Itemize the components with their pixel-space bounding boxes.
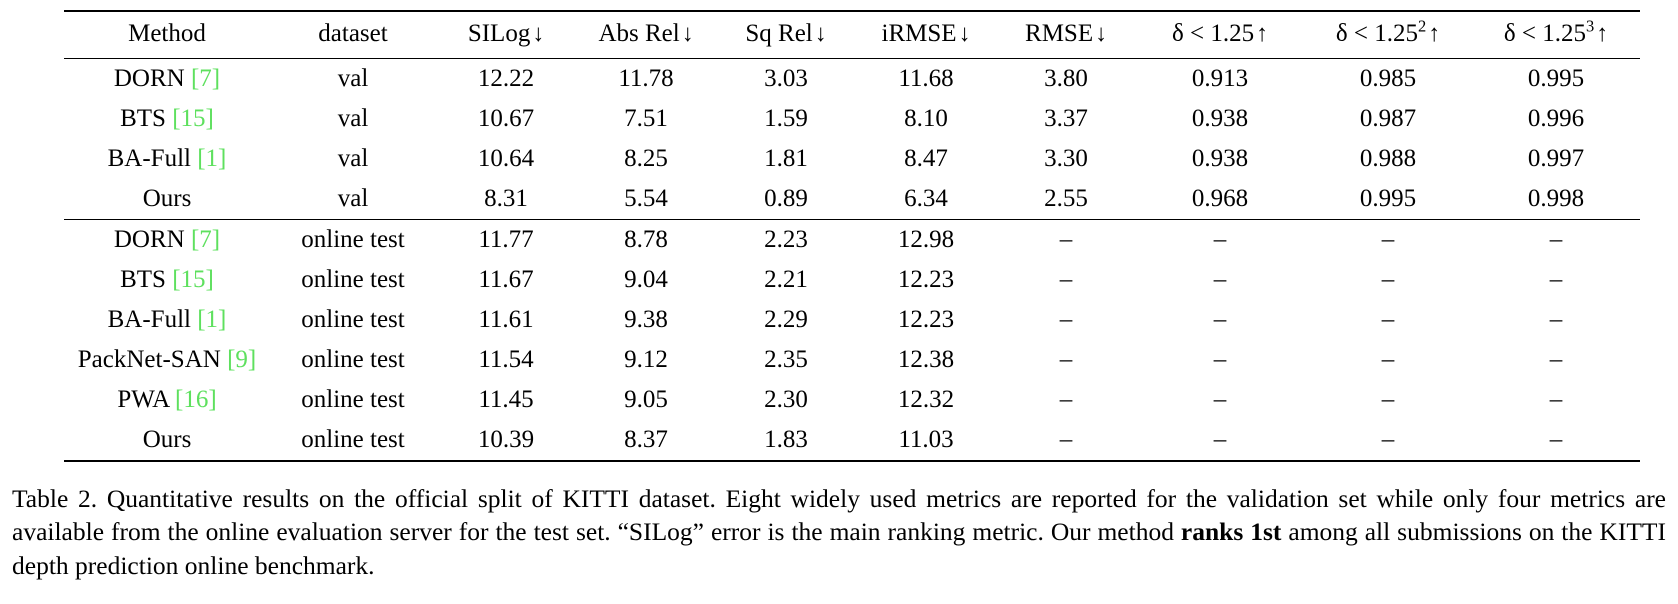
cell-silog: 8.31 <box>484 184 528 212</box>
col-header-delta1: δ < 1.25↑ <box>1136 11 1304 58</box>
cell-delta1: 0.913 <box>1136 58 1304 99</box>
cell-sqrel: 2.30 <box>764 385 808 413</box>
cell-irmse: 12.32 <box>897 385 955 413</box>
col-header-delta3: $\delta < 1.25^3↑$ <box>1472 11 1640 58</box>
cell-silog: 11.45 <box>478 385 534 413</box>
col-header-dataset <box>270 11 436 58</box>
cell-sqrel: 2.21 <box>764 265 808 293</box>
cell-rmse: – <box>1059 305 1073 333</box>
col-header-absrel: Abs Rel↓ <box>576 11 716 58</box>
down-arrow-icon: ↓ <box>532 21 545 47</box>
cell-rmse: – <box>1059 425 1073 453</box>
cell-irmse: 11.68 <box>856 58 996 99</box>
cell-delta3: – <box>1549 305 1563 333</box>
table-row <box>64 300 1640 340</box>
cell-delta2: – <box>1381 305 1395 333</box>
cell-rmse: 3.80 <box>996 58 1136 99</box>
cell-absrel: 8.25 <box>624 144 668 172</box>
cell-dataset: online test <box>301 345 405 373</box>
cell-delta3: 0.995 <box>1472 58 1640 99</box>
citation-link[interactable]: [15] <box>172 104 214 132</box>
cell-dataset: online test <box>270 219 436 260</box>
citation-link[interactable]: [1] <box>197 305 227 333</box>
cell-absrel: 8.37 <box>624 425 668 453</box>
cell-dataset: val <box>337 104 369 132</box>
table-bottom-rule <box>64 461 1640 462</box>
cell-silog: 11.77 <box>436 219 576 260</box>
cell-absrel: 9.04 <box>624 265 668 293</box>
cell-method: BTS [15] <box>120 265 214 293</box>
cell-dataset: val <box>337 184 369 212</box>
cell-delta3: 0.998 <box>1527 184 1585 212</box>
citation-link[interactable]: [16] <box>175 385 217 413</box>
cell-irmse: 12.98 <box>856 219 996 260</box>
cell-method: DORN [7] <box>64 219 270 260</box>
cell-silog: 10.39 <box>477 425 535 453</box>
table-row <box>64 99 1640 139</box>
cell-rmse: 2.55 <box>1044 184 1088 212</box>
up-arrow-icon: ↑ <box>1596 21 1609 47</box>
cell-delta2: – <box>1381 345 1395 373</box>
cell-delta2: 0.987 <box>1359 104 1417 132</box>
cell-method: DORN [7] <box>64 58 270 99</box>
cell-rmse: – <box>1059 385 1073 413</box>
cell-absrel: 9.12 <box>624 345 668 373</box>
cell-silog: 12.22 <box>436 58 576 99</box>
cell-delta2: – <box>1381 265 1395 293</box>
cell-delta3: – <box>1549 385 1563 413</box>
cell-sqrel: 0.89 <box>764 184 808 212</box>
cell-method: Ours <box>142 184 192 212</box>
col-header-method <box>64 11 270 58</box>
cell-absrel: 9.38 <box>624 305 668 333</box>
table-row-highlight <box>64 179 1640 220</box>
cell-rmse: 3.30 <box>1044 144 1088 172</box>
cell-delta2: 0.988 <box>1359 144 1417 172</box>
table-row <box>64 380 1640 420</box>
table-row <box>64 340 1640 380</box>
cell-method: BTS [15] <box>120 104 214 132</box>
cell-sqrel: 1.83 <box>764 425 808 453</box>
cell-delta3: – <box>1549 425 1563 453</box>
cell-irmse: 6.34 <box>904 184 948 212</box>
cell-delta3: – <box>1472 219 1640 260</box>
citation-link[interactable]: [7] <box>190 225 221 253</box>
cell-silog: 10.64 <box>477 144 535 172</box>
cell-delta2: 0.995 <box>1359 184 1417 212</box>
cell-delta2: – <box>1304 219 1472 260</box>
cell-sqrel: 3.03 <box>716 58 856 99</box>
caption-emphasis: ranks 1st <box>1180 517 1282 547</box>
col-header-dataset-label: dataset <box>318 20 388 48</box>
table-row <box>64 58 1640 99</box>
cell-dataset: online test <box>301 305 405 333</box>
cell-rmse: – <box>996 219 1136 260</box>
cell-silog: 11.61 <box>478 305 534 333</box>
cell-method: BA-Full [1] <box>107 144 227 172</box>
cell-delta3: 0.996 <box>1527 104 1585 132</box>
cell-delta1: – <box>1213 385 1227 413</box>
col-header-method-label: Method <box>128 20 206 48</box>
cell-sqrel: 1.81 <box>764 144 808 172</box>
col-header-silog: SILog↓ <box>436 11 576 58</box>
cell-dataset: online test <box>301 385 405 413</box>
results-table <box>64 10 1640 462</box>
cell-sqrel: 1.59 <box>764 104 808 132</box>
cell-absrel: 7.51 <box>624 104 668 132</box>
table-row <box>64 260 1640 300</box>
cell-method: PackNet-SAN [9] <box>77 345 257 373</box>
cell-sqrel: 2.35 <box>764 345 808 373</box>
cell-absrel: 5.54 <box>624 184 668 212</box>
table-row-highlight <box>64 420 1640 461</box>
citation-link[interactable]: [9] <box>227 345 257 373</box>
down-arrow-icon: ↓ <box>1095 21 1107 47</box>
table-row <box>64 139 1640 179</box>
cell-dataset: online test <box>301 265 405 293</box>
cell-dataset: val <box>337 144 369 172</box>
cell-delta3: – <box>1549 345 1563 373</box>
cell-irmse: 11.03 <box>898 425 954 453</box>
cell-delta2: – <box>1381 385 1395 413</box>
cell-delta1: 0.968 <box>1191 184 1249 212</box>
cell-irmse: 12.23 <box>897 265 955 293</box>
cell-irmse: 8.10 <box>904 104 948 132</box>
up-arrow-icon: ↑ <box>1428 21 1441 47</box>
cell-absrel: 8.78 <box>576 219 716 260</box>
cell-sqrel: 2.23 <box>716 219 856 260</box>
cell-method: PWA [16] <box>117 385 217 413</box>
cell-method: BA-Full [1] <box>107 305 227 333</box>
citation-link[interactable]: [15] <box>172 265 214 293</box>
table-row <box>64 219 1640 260</box>
cell-rmse: 3.37 <box>1044 104 1088 132</box>
cell-dataset: online test <box>301 425 405 453</box>
cell-delta1: – <box>1136 219 1304 260</box>
col-header-irmse: iRMSE↓ <box>856 11 996 58</box>
cell-delta1: – <box>1213 425 1227 453</box>
cell-delta3: – <box>1549 265 1563 293</box>
caption-text-part1: Table 2. Quantitative results on the official split of KITTI dataset. Eight widely used metrics are reported for the validation set while only four metrics are available from the online evaluation server for the test set. “SILog” error is the main ranking metric. Our method <box>12 483 1666 547</box>
cell-delta1: – <box>1213 345 1227 373</box>
col-header-rmse: RMSE↓ <box>996 11 1136 58</box>
down-arrow-icon: ↓ <box>681 21 694 47</box>
down-arrow-icon: ↓ <box>814 21 827 47</box>
cell-absrel: 9.05 <box>624 385 668 413</box>
cell-dataset: val <box>270 58 436 99</box>
cell-absrel: 11.78 <box>576 58 716 99</box>
table-figure-page <box>0 10 1678 604</box>
cell-method: Ours <box>142 425 192 453</box>
cell-delta1: 0.938 <box>1191 104 1249 132</box>
citation-link[interactable]: [1] <box>197 144 227 172</box>
col-header-delta2: $\delta < 1.25^2↑$ <box>1304 11 1472 58</box>
cell-sqrel: 2.29 <box>764 305 808 333</box>
cell-delta2: – <box>1381 425 1395 453</box>
cell-irmse: 12.23 <box>897 305 955 333</box>
cell-delta1: – <box>1213 265 1227 293</box>
col-header-sqrel: Sq Rel↓ <box>716 11 856 58</box>
cell-delta3: 0.997 <box>1527 144 1585 172</box>
table-header-row <box>64 11 1640 58</box>
cell-silog: 10.67 <box>477 104 535 132</box>
caption-text-part2: among all submissions on the KITTI depth prediction online benchmark. <box>12 517 1666 581</box>
cell-delta1: – <box>1213 305 1227 333</box>
cell-delta2: 0.985 <box>1304 58 1472 99</box>
cell-irmse: 8.47 <box>904 144 948 172</box>
citation-link[interactable]: [7] <box>190 64 221 92</box>
cell-silog: 11.54 <box>478 345 534 373</box>
cell-irmse: 12.38 <box>897 345 955 373</box>
cell-delta1: 0.938 <box>1191 144 1249 172</box>
cell-rmse: – <box>1059 345 1073 373</box>
up-arrow-icon: ↑ <box>1256 21 1268 47</box>
cell-rmse: – <box>1059 265 1073 293</box>
table-caption <box>12 482 1666 584</box>
results-table-container <box>64 10 1614 462</box>
cell-silog: 11.67 <box>478 265 534 293</box>
down-arrow-icon: ↓ <box>958 21 971 47</box>
